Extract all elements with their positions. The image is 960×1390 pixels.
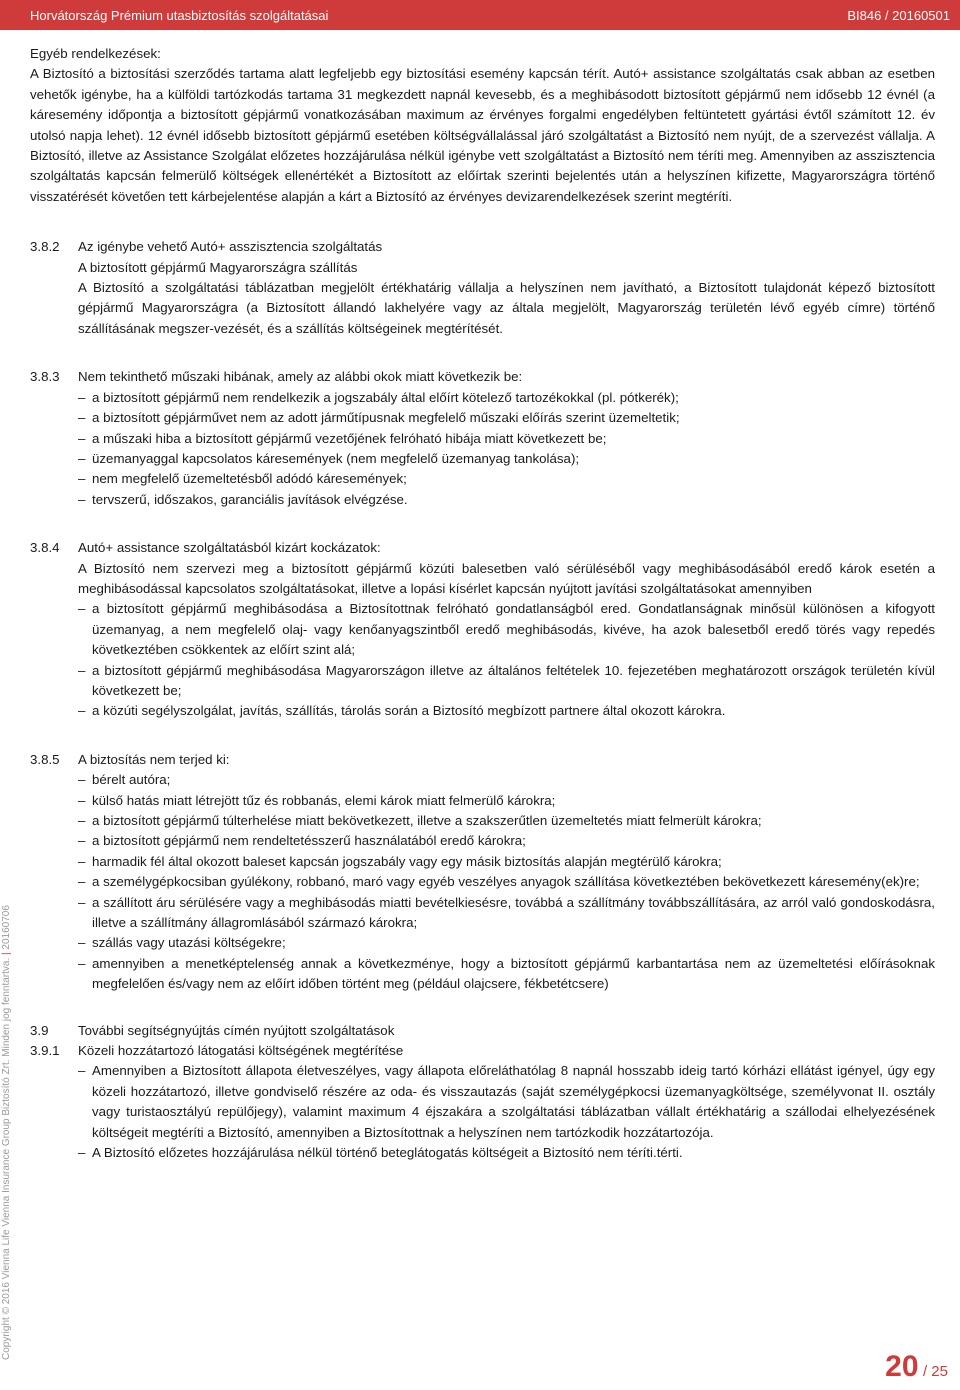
list-item: – szállás vagy utazási költségekre; [78,933,935,953]
section-3-8-3 [30,367,935,510]
list-item: – nem megfelelő üzemeltetésből adódó káresemények; [78,469,935,489]
section-text: A Biztosító a szolgáltatási táblázatban megjelölt értékhatárig vállalja a helyszínen nem javítható, a Biztosított tulajdonát képező biztosított gépjármű Magyarországra (a Biztosított állandó lakhelyére vagy az általa megjelölt, Magyarország területén lévő egyéb címre) történő szállításának megszer-vezését, és a szállítás költségeinek megtérítését. [78,280,935,336]
copyright-text: Copyright © 2016 Vienna Life Vienna Insurance Group Biztosító Zrt. Minden jog fenntartva. [1,957,12,1360]
list-item: – amennyiben a menetképtelenség annak a következménye, hogy a biztosított gépjármű karbantartása nem az üzemeltetési előírásoknak megfelelően és/vagy nem az előírt időben történt meg (például olajcsere, fékbetétcsere) [78,954,935,995]
document-body [30,44,935,1164]
section-3-8-5 [30,750,935,995]
section-3-8-4 [30,538,935,722]
section-title: Közeli hozzátartozó látogatási költségének megtérítése [78,1043,404,1059]
section-title: Autó+ assistance szolgáltatásból kizárt kockázatok: [78,540,381,556]
list-item: – a közúti segélyszolgálat, javítás, szállítás, tárolás során a Biztosító megbízott partnere által okozott károkra. [78,701,935,721]
revision-date: 20160706 [1,905,12,950]
section-3-9 [30,1021,935,1041]
total-pages: / 25 [922,1363,948,1380]
exclusion-list [78,599,935,721]
page-number [885,1350,948,1384]
list-item: – A Biztosító előzetes hozzájárulása nélkül történő beteglátogatás költségeit a Biztosító nem téríti.térti. [78,1143,935,1163]
section-number: 3.8.2 [30,239,60,255]
copyright-sidebar [1,905,12,1360]
current-page: 20 [885,1350,919,1383]
section-text: A Biztosító nem szervezi meg a biztosított gépjármű közúti balesetben való sérüléséből vagy meghibásodásából eredő károk esetén a meghibásodással kapcsolatos szolgáltatásokat, illetve a lopási kísérlet kapcsán nyújtott javítási szolgáltatásokat amennyiben [78,560,935,596]
intro-heading: Egyéb rendelkezések: [30,46,161,61]
section-title: A biztosítás nem terjed ki: [78,751,230,767]
list-item: – harmadik fél által okozott baleset kapcsán jogszabály vagy egy másik biztosítás alapján megtérülő károkra; [78,852,935,872]
section-title: További segítségnyújtás címén nyújtott szolgáltatások [78,1022,395,1038]
service-list [78,1061,935,1163]
header-title: Horvátország Prémium utasbiztosítás szolgáltatásai [30,7,329,23]
document-code: BI846 / 20160501 [847,7,950,23]
intro-text: A Biztosító a biztosítási szerződés tartama alatt legfeljebb egy biztosítási esemény kapcsán térít. Autó+ assistance szolgáltatás csak abban az esetben vehetők igénybe, ha a külföldi tartózkodás tartama 31 megkezdett napnál kevesebb, és a meghibásodott biztosított gépjármű nem idősebb 12 évnél (a káresemény időpontja a biztosított gépjármű vonatkozásában maximum az érvényes forgalmi engedélyben feltüntetett gyártási évtől számított 12. év utolsó napja lehet). 12 évnél idősebb biztosított gépjármű esetében költségvállalással járó szolgáltatást a Biztosító nem nyújt, de a szervezést vállalja. A Biztosító, illetve az Assistance Szolgálat előzetes hozzájárulása nélkül igénybe vett szolgáltatást a Biztosító nem téríti meg. Amennyiben az asszisztencia szolgáltatás kapcsán felmerülő költségek ellenértékét a Biztosított az előírtak szerinti bejelentés után a helyszínen kifizette, Magyarországra történő visszatérését követően tett kárbejelentése alapján a kárt a Biztosító az érvényes devizarendelkezések szerint megtéríti. [30,66,935,204]
list-item: – a biztosított gépjármű meghibásodása Magyarországon illetve az általános feltételek 10. fejezetében meghatározott országok területén kívül következett be; [78,661,935,702]
section-3-9-1 [30,1041,935,1163]
exclusion-list [78,770,935,994]
section-number: 3.9 [30,1022,49,1038]
list-item: – üzemanyaggal kapcsolatos káresemények (nem megfelelő üzemanyag tankolása); [78,449,935,469]
section-title: Nem tekinthető műszaki hibának, amely az alábbi okok miatt következik be: [78,369,523,385]
list-item: – a biztosított gépjármű túlterhelése miatt bekövetkezett, illetve a szakszerűtlen üzemeltetés miatt felmerült károkra; [78,811,935,831]
exclusion-list [78,388,935,510]
list-item: – külső hatás miatt létrejött tűz és robbanás, elemi károk miatt felmerülő károkra; [78,791,935,811]
section-number: 3.8.4 [30,540,60,556]
section-number: 3.8.3 [30,369,60,385]
intro-block [30,44,935,207]
section-3-8-2 [30,237,935,339]
list-item: – a biztosított gépjármű nem rendelkezik a jogszabály által előírt kötelező tartozékokkal (pl. pótkerék); [78,388,935,408]
list-item: – Amennyiben a Biztosított állapota életveszélyes, vagy állapota előreláthatólag 8 napnál hosszabb ideig tartó kórházi ellátást igényel, úgy egy közeli hozzátartozó, illetve gondviselő részére az oda- és visszautazás (saját személygépkocsi üzemanyagköltsége, személyvonat II. osztály vagy turistaosztályú repülőjegy), valamint maximum 4 éjszakára a szolgáltatási táblázatban vállalt értékhatárig a szállodai elhelyezésének költségeit megtéríti a Biztosító, amennyiben a Biztosítottnak a helyszínen nem tartózkodik hozzátartozója. [78,1061,935,1143]
list-item: – a műszaki hiba a biztosított gépjármű vezetőjének felróható hibája miatt következett be; [78,429,935,449]
list-item: – bérelt autóra; [78,770,935,790]
list-item: – tervszerű, időszakos, garanciális javítások elvégzése. [78,490,935,510]
list-item: – a biztosított gépjármű meghibásodása a Biztosítottnak felróható gondatlanságból ered. Gondatlanságnak minősül különösen a kifogyott üzemanyag, a nem megfelelő olaj- vagy kenőanyagszintből eredő meghibásodás, kivéve, ha azok balesetből eredő törés vagy repedés következtében csökkentek az előírt szint alá; [78,599,935,660]
section-subtitle: A biztosított gépjármű Magyarországra szállítás [78,259,358,275]
list-item: – a biztosított gépjárművet nem az adott járműtípusnak megfelelő műszaki előírás szerint üzemeltetik; [78,408,935,428]
page-header [0,0,960,30]
list-item: – a személygépkocsiban gyúlékony, robbanó, maró vagy egyéb veszélyes anyagok szállítása következtében bekövetkezett káresemény(ek)re; [78,872,935,892]
section-number: 3.9.1 [30,1043,60,1059]
section-number: 3.8.5 [30,751,60,767]
list-item: – a szállított áru sérülésére vagy a meghibásodás miatti bevételkiesésre, továbbá a szállítmány továbbszállítására, az arról való gondoskodásra, illetve a szállítmány állagromlásából származó károkra; [78,893,935,934]
section-title: Az igénybe vehető Autó+ asszisztencia szolgáltatás [78,239,383,255]
separator: | [1,952,12,955]
list-item: – a biztosított gépjármű nem rendeltetésszerű használatából eredő károkra; [78,831,935,851]
